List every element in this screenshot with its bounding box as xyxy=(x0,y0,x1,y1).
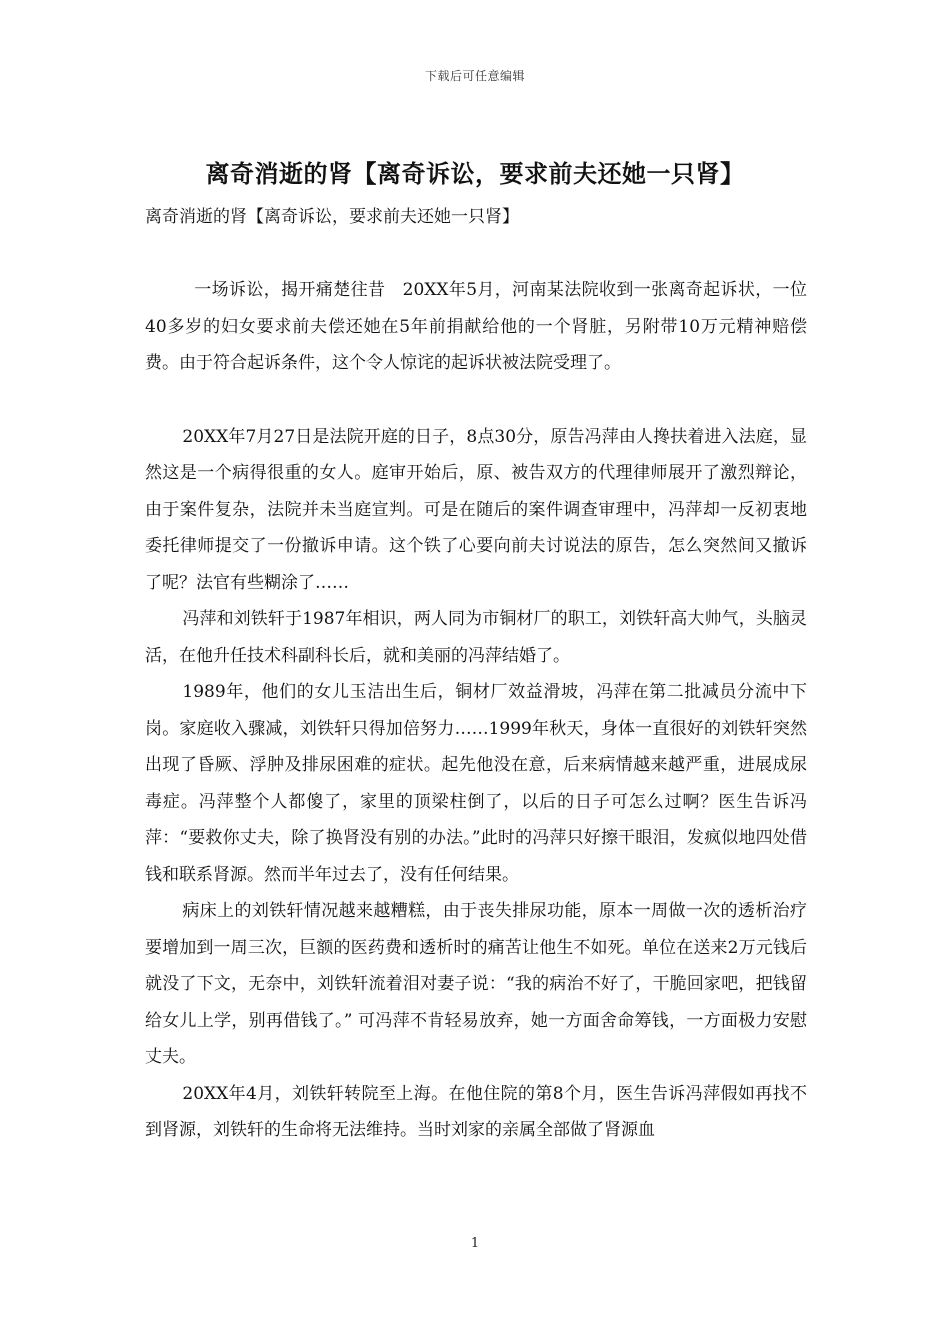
paragraph: 1989年，他们的女儿玉洁出生后，铜材厂效益滑坡，冯萍在第二批减员分流中下岗。家庭收入骤减，刘铁轩只得加倍努力……1999年秋天，身体一直很好的刘铁轩突然出现了昏厥、浮肿及排尿困难的症状。起先他没在意，后来病情越来越严重，进展成尿毒症。冯萍整个人都傻了，家里的顶梁柱倒了，以后的日子可怎么过啊？医生告诉冯萍：“要救你丈夫，除了换肾没有别的办法。”此时的冯萍只好擦干眼泪，发疯似地四处借钱和联系肾源。然而半年过去了，没有任何结果。 xyxy=(145,682,807,885)
document-subtitle: 离奇消逝的肾【离奇诉讼，要求前夫还她一只肾】 xyxy=(145,207,519,227)
paragraph: 病床上的刘铁轩情况越来越糟糕，由于丧失排尿功能，原本一周做一次的透析治疗要增加到一周三次，巨额的医药费和透析时的痛苦让他生不如死。单位在送来2万元钱后就没了下文，无奈中，刘铁轩流着泪对妻子说：“我的病治不好了，干脆回家吧，把钱留给女儿上学，别再借钱了。” 可冯萍不肯轻易放弃，她一方面舍命筹钱，一方面极力安慰丈夫。 xyxy=(145,901,807,1067)
paragraph: 20XX年4月，刘铁轩转院至上海。在他住院的第8个月，医生告诉冯萍假如再找不到肾源，刘铁轩的生命将无法维持。当时刘家的亲属全部做了肾源血 xyxy=(145,1083,807,1140)
paragraph: 一场诉讼，揭开痛楚往昔 20XX年5月，河南某法院收到一张离奇起诉状，一位40多岁的妇女要求前夫偿还她在5年前捐献给他的一个肾脏，另附带10万元精神赔偿费。由于符合起诉条件，这个令人惊诧的起诉状被法院受理了。 xyxy=(145,280,807,373)
document-title: 离奇消逝的肾【离奇诉讼，要求前夫还她一只肾】 xyxy=(205,159,745,188)
paragraph: 20XX年7月27日是法院开庭的日子，8点30分，原告冯萍由人搀扶着进入法庭，显然这是一个病得很重的女人。庭审开始后，原、被告双方的代理律师展开了激烈辩论，由于案件复杂，法院并未当庭宣判。可是在随后的案件调查审理中，冯萍却一反初衷地委托律师提交了一份撤诉申请。这个铁了心要向前夫讨说法的原告，怎么突然间又撤诉了呢？法官有些糊涂了…… xyxy=(145,426,807,593)
page-number: 1 xyxy=(470,1236,480,1251)
header-note: 下载后可任意编辑 xyxy=(424,69,525,83)
paragraph: 冯萍和刘铁轩于1987年相识，两人同为市铜材厂的职工，刘铁轩高大帅气，头脑灵活，在他升任技术科副科长后，就和美丽的冯萍结婚了。 xyxy=(145,609,807,666)
document-body xyxy=(145,272,807,1149)
